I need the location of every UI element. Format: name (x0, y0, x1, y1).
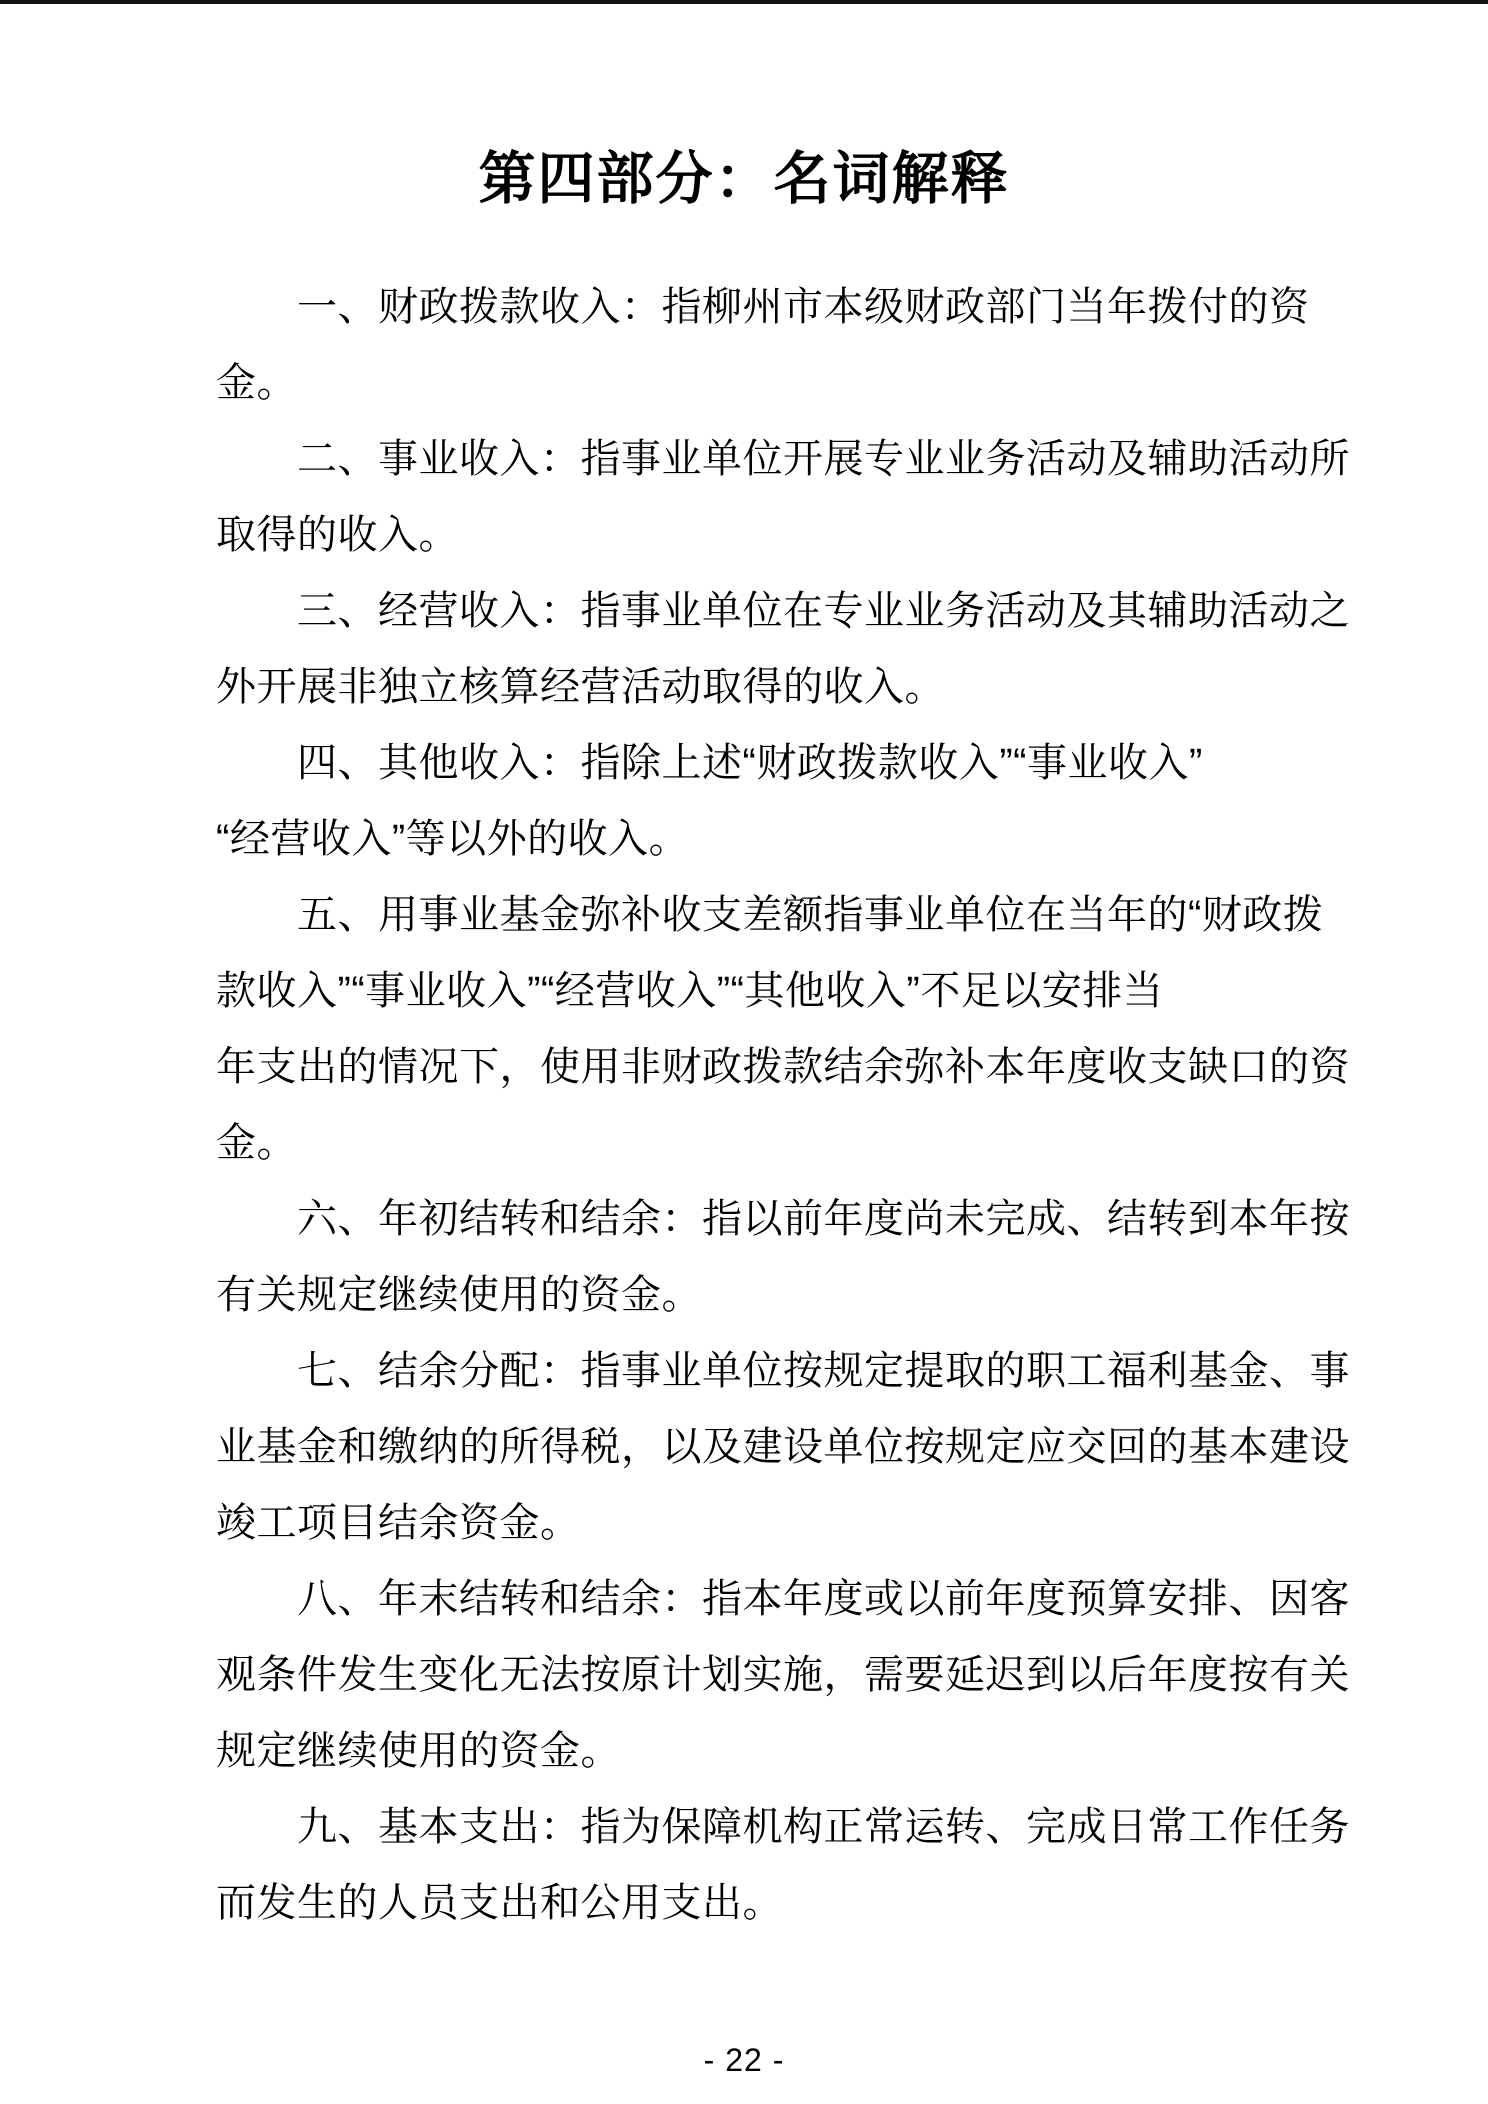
paragraph-line: 年支出的情况下，使用非财政拨款结余弥补本年度收支缺口的资 (216, 1045, 1350, 1089)
paragraph-line: 二、事业收入：指事业单位开展专业业务活动及辅助活动所 (297, 437, 1350, 481)
paragraph-line: 九、基本支出：指为保障机构正常运转、完成日常工作任务 (297, 1805, 1350, 1849)
document-title: 第四部分：名词解释 (478, 147, 1010, 211)
paragraph-line: 业基金和缴纳的所得税，以及建设单位按规定应交回的基本建设 (216, 1425, 1350, 1469)
paragraph-line: 一、财政拨款收入：指柳州市本级财政部门当年拨付的资 (297, 285, 1310, 329)
paragraph-line: 四、其他收入：指除上述“财政拨款收入”“事业收入” (297, 741, 1203, 785)
paragraph-line: 七、结余分配：指事业单位按规定提取的职工福利基金、事 (297, 1349, 1350, 1393)
paragraph-line: 金。 (216, 361, 297, 405)
page-number: - 22 - (703, 2042, 785, 2078)
paragraph-line: “经营收入”等以外的收入。 (216, 817, 690, 861)
paragraph-line: 八、年末结转和结余：指本年度或以前年度预算安排、因客 (297, 1577, 1350, 1621)
paragraph-line: 金。 (216, 1121, 297, 1165)
paragraph-line: 竣工项目结余资金。 (216, 1501, 581, 1545)
scan-edge-artifact (0, 0, 1488, 4)
paragraph-line: 规定继续使用的资金。 (216, 1729, 621, 1773)
document-body (216, 269, 1350, 1941)
paragraph-line: 取得的收入。 (216, 513, 459, 557)
paragraph-line: 款收入”“事业收入”“经营收入”“其他收入”不足以安排当 (216, 969, 1164, 1013)
paragraph-line: 观条件发生变化无法按原计划实施，需要延迟到以后年度按有关 (216, 1653, 1350, 1697)
paragraph-line: 五、用事业基金弥补收支差额指事业单位在当年的“财政拨 (297, 893, 1324, 937)
paragraph-line: 三、经营收入：指事业单位在专业业务活动及其辅助活动之 (297, 589, 1350, 633)
paragraph-line: 六、年初结转和结余：指以前年度尚未完成、结转到本年按 (297, 1197, 1350, 1241)
paragraph-line: 有关规定继续使用的资金。 (216, 1273, 702, 1317)
paragraph-line: 外开展非独立核算经营活动取得的收入。 (216, 665, 945, 709)
paragraph-line: 而发生的人员支出和公用支出。 (216, 1881, 783, 1925)
